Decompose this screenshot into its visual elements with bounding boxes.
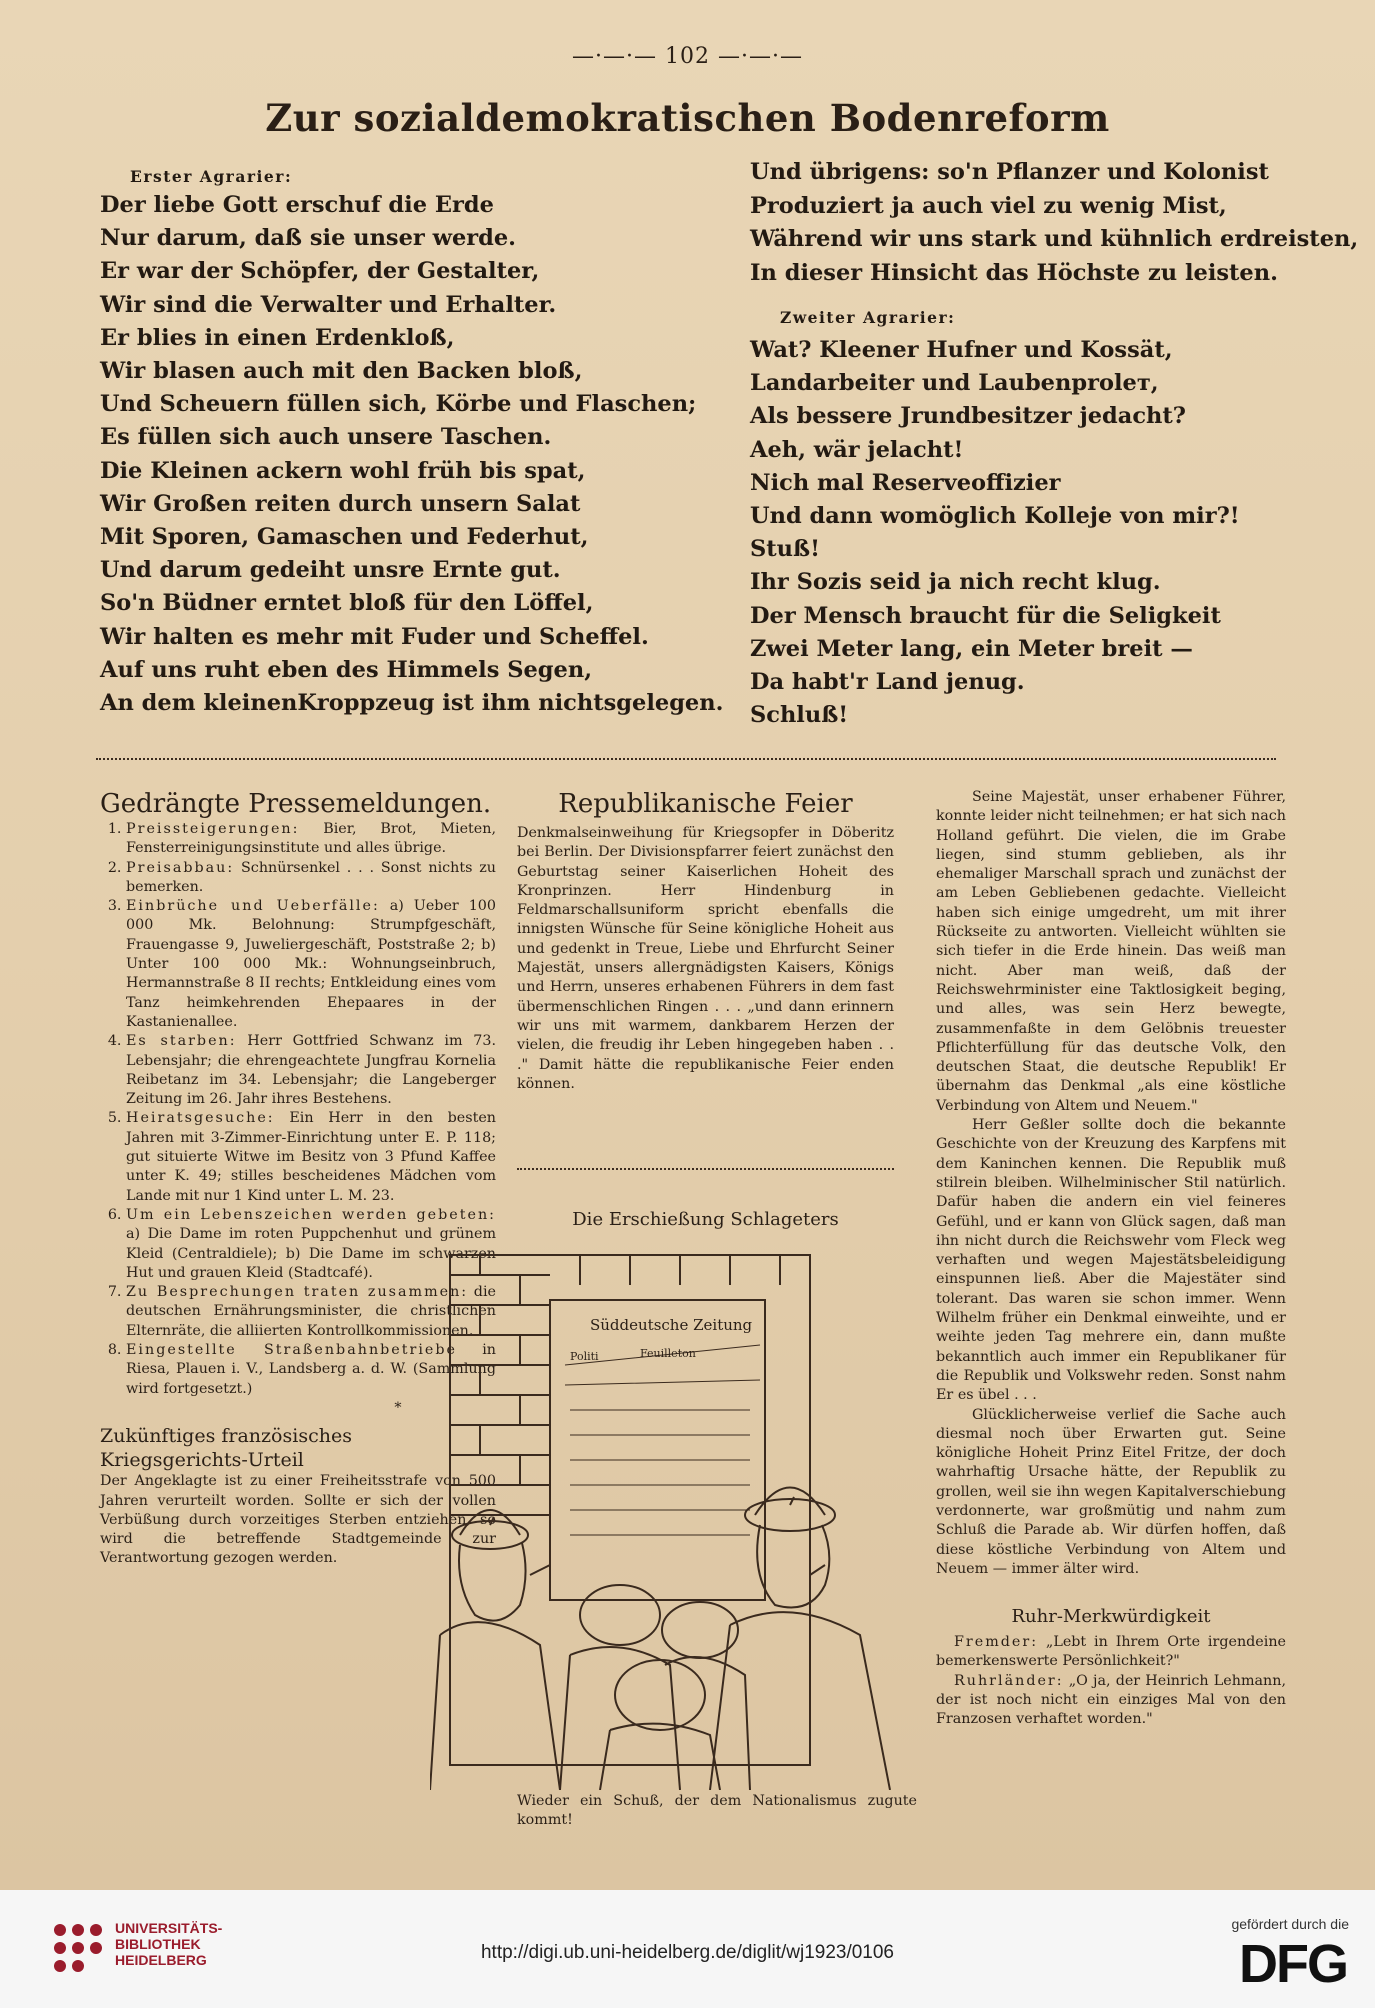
poem-left-line-4: Wir sind die Verwalter und Erhalter. (100, 291, 557, 318)
poem-right-column (750, 155, 1359, 745)
poem-left-line-15: Auf uns ruht eben des Himmels Segen, (100, 656, 593, 683)
press-item-lead: Preisabbau: (126, 859, 235, 876)
ruhr-question-text: „Lebt in Ihrem Orte irgendeine bemerkenswerte Persönlichkeit?" (936, 1634, 1286, 1670)
poem-left-line-11: Mit Sporen, Gamaschen und Federhut, (100, 524, 589, 550)
poem-left-line-13: So'n Büdner erntet bloß für den Löffel, (100, 590, 594, 617)
head-center (580, 1585, 660, 1645)
ruhr-answer-speaker: Ruhrländer: (954, 1672, 1064, 1689)
poem-right-line-a-2: Produziert ja auch viel zu wenig Mist, (750, 192, 1227, 219)
sign-text-politik: Politi (570, 1350, 599, 1363)
funded-by-text: gefördert durch die (1231, 1916, 1349, 1932)
press-item-text: die deutschen Ernährungsminister, die christlichen Elternräte, die alliierten Kontrollkommissionen. (126, 1284, 496, 1339)
right-paragraph-3: Glücklicherweise verlief die Sache auch diesmal noch über Erwarten gut. Seine königliche Hoheit Prinz Eitel Fritze, der doch wahrhaftig Ursache hätte, der Republik zu grollen, weil sie ihn wegen Kapitalverschiebung verdonnerte, war großmütig und nahm zum Schluß die Parade ab. Wir dürfen hoffen, daß diese köstliche Verbindung von Altem und Neuem — immer älter wird. (936, 1406, 1286, 1577)
ruhr-answer (936, 1672, 1286, 1730)
press-item (126, 1032, 496, 1109)
right-column (936, 788, 1286, 1730)
press-item (126, 859, 496, 898)
verdict-text: Der Angeklagte ist zu einer Freiheitsstrafe von 500 Jahren verurteilt worden. Sollte er sich der vollen Verbüßung durch vorzeitiges Sterben entziehen, so wird die betreffende Stadtgemeinde zur Verantwortung gezogen werden. (100, 1473, 496, 1567)
poem-right-line-b-6: Und dann womöglich Kolleje von mir?! (750, 503, 1240, 529)
poem-left-line-16: An dem kleinenKroppzeug ist ihm nichtsgelegen. (100, 690, 724, 716)
press-item-text: Herr Gottfried Schwanz im 73. Lebensjahr; die ehrengeachtete Jungfrau Kornelia Reibetanz im 34. Lebensjahr; die Langeberger Zeitung im 26. Jahr ihres Bestehens. (126, 1033, 496, 1108)
poem-right-line-b-1: Wat? Kleener Hufner und Kossät, (750, 337, 1173, 363)
hat-left (452, 1521, 528, 1549)
page-number: —·—·— 102 —·—·— (572, 44, 803, 69)
illustration-title-text: Die Erschießung Schlageters (572, 1209, 839, 1230)
press-item-lead: Preissteigerungen: (126, 821, 300, 837)
ruhr-question (936, 1633, 1286, 1672)
poem-left-line-8: Es füllen sich auch unsere Taschen. (100, 424, 552, 451)
ruhr-question-speaker: Fremder: (954, 1634, 1039, 1651)
dfg-logo: DFG (1239, 1934, 1347, 1994)
poem-right-line-a-3: Während wir uns stark und kühnlich erdreisten, (750, 226, 1359, 252)
press-item-text: Schnürsenkel . . . Sonst nichts zu bemerken. (126, 859, 496, 895)
poem-speaker-first: Erster Agrarier: (130, 167, 293, 186)
poem-left-line-9: Die Kleinen ackern wohl früh bis spat, (100, 457, 586, 484)
section-divider (96, 758, 1276, 772)
footer-bar (0, 1890, 1375, 2008)
poem-left-line-14: Wir halten es mehr mit Fuder und Scheffel. (100, 623, 649, 650)
press-item-text: a) Ueber 100 000 Mk. Belohnung: Strumpfgeschäft, Frauengasse 9, Juweliergeschäft, Poststraße 2; b) Unter 100 000 Mk.: Wohnungseinbruch, Hermannstraße 8 II rechts; Entkleidung eines vom Tanz heimkehrenden Ehepaares in der Kastanienallee. (126, 898, 496, 1030)
head-center-right (662, 1602, 738, 1658)
ruhr-heading: Ruhr-Merkwürdigkeit (1011, 1606, 1211, 1628)
poem-right-line-a-4: In dieser Hinsicht das Höchste zu leisten. (750, 259, 1278, 286)
poem-left-line-6: Wir blasen auch mit den Backen bloß, (100, 358, 583, 384)
poem-right-line-b-2: Landarbeiter und Laubenproleт, (750, 370, 1159, 397)
press-item-lead: Heiratsgesuche: (126, 1110, 275, 1127)
uni-line-1: UNIVERSITÄTS- (115, 1920, 223, 1936)
press-item-text: in Riesa, Plauen i. V., Landsberg a. d. W. (Sammlung wird fortgesetzt.) (126, 1342, 496, 1397)
illustration-title (517, 1208, 894, 1232)
illustration-drawing (430, 1235, 910, 1790)
right-paragraph-2: Herr Geßler sollte doch die bekannte Geschichte von der Kreuzung des Karpfens mit dem Kaninchen kennen. Die Republik muß stilrein bleiben. Wilhelminischer Stil natürlich. Dafür haben die andern ein viel feineres Gefühl, und er kann von Glück sagen, daß man ihn nicht durch die Reichswehr vom Fleck weg verhaften und wegen Majestätsbeleidigung einspunnen ließ. Aber die Majestäter sind tolerant. Das waren sie schon immer. Wenn Wilhelm früher ein Denkmal einweihte, und er weihte jeden Tag mehrere ein, dann mußte bekanntlich auch immer ein Republikaner für die Republik und Volkswehr reden. Sonst nahm Er es übel . . . (936, 1117, 1286, 1404)
poem-left-line-12: Und darum gedeiht unsre Ernte gut. (100, 557, 561, 584)
poem-speaker-second: Zweiter Agrarier: (780, 308, 956, 327)
verdict-heading: Zukünftiges französisches Kriegsgerichts-Urteil (100, 1425, 352, 1472)
sign-text: Süddeutsche Zeitung (590, 1316, 753, 1334)
press-item-lead: Um ein Lebenszeichen werden gebeten: (126, 1206, 496, 1223)
feier-text: Denkmalseinweihung für Kriegsopfer in Döberitz bei Berlin. Der Divisionspfarrer feiert zunächst den Geburtstag seiner Kaiserlichen Hoheit des Kronprinzen. Herr Hindenburg in Feldmarschallsuniform spricht ebenfalls die innigsten Wünsche für Seine königliche Hoheit aus und gedenkt in Treue, Liebe und Ehrfurcht Seiner Majestät, unsers allergnädigsten Kaisers, Königs und Herrn, unseres erhabenen Führers in dem fast übermenschlichen Ringen . . . „und dann erinnern wir uns mit warmem, dankbarem Herzen der vielen, die freudig ihr Leben hingegeben haben . . ." Damit hätte die republikanische Feier enden können. (517, 825, 894, 1092)
poem-left-line-7: Und Scheuern füllen sich, Körbe und Flaschen; (100, 391, 697, 418)
poem-right-line-b-5: Nich mal Reserveoffizier (750, 469, 1061, 496)
permalink-url[interactable]: http://digi.ub.uni-heidelberg.de/diglit/wj1923/0106 (480, 1942, 895, 1963)
press-item-lead: Es starben: (126, 1033, 237, 1050)
newspaper-board (550, 1300, 765, 1600)
poem-right-line-b-4: Aeh, wär jelacht! (750, 436, 964, 463)
star-separator: * (394, 1399, 402, 1416)
column-divider (517, 1168, 894, 1170)
poem-right-line-b-12: Schluß! (750, 702, 849, 729)
poem-right-line-b-8: Ihr Sozis seid ja nich recht klug. (750, 569, 1161, 596)
poem-left-line-3: Er war der Schöpfer, der Gestalter, (100, 258, 540, 285)
poem-right-line-a-1: Und übrigens: so'n Pflanzer und Kolonist (750, 159, 1269, 185)
poem-right-line-b-9: Der Mensch braucht für die Seligkeit (750, 602, 1221, 629)
press-item (126, 1109, 496, 1205)
right-paragraph-1: Seine Majestät, unser erhabener Führer, konnte leider nicht teilnehmen; er hat sich nach Holland geführt. Die vielen, die im Grabe liegen, sind stumm geblieben, als ihr ehemaliger Marschall sprach und zunächst der am Leben Gebliebenen gedachte. Vielleicht haben sich einige umgedreht, um mit ihrer Rückseite zu antworten. Vielleicht wühlten sie sich tiefer in die Erde hinein. Das weiß man nicht. Aber man weiß, daß der Reichswehrminister eine Taktlosigkeit beging, und alles, was sein Herz bewegte, zusammenfaßte in dem Gelöbnis treuester Pflichterfüllung für das deutsche Volk, den deutschen Staat, die deutsche Republik! Er übernahm das Denkmal „als eine köstliche Verbindung von Altem und Neuem." (936, 789, 1286, 1114)
press-item (126, 820, 496, 859)
caption-text: Wieder ein Schuß, der dem Nationalismus zugute kommt! (517, 1793, 917, 1829)
poem-left-column (100, 160, 740, 740)
poem-left-line-10: Wir Großen reiten durch unsern Salat (100, 490, 581, 517)
press-item-text: Bier, Brot, Mieten, Fensterreinigungsinstitute und alles übrige. (126, 821, 496, 857)
uni-line-3: HEIDELBERG (115, 1952, 207, 1968)
press-heading: Gedrängte Pressemeldungen. (100, 789, 492, 819)
uni-line-2: BIBLIOTHEK (115, 1936, 201, 1952)
page-title: Zur sozialdemokratischen Bodenreform (265, 96, 1110, 140)
poem-right-line-b-11: Da habt'r Land jenug. (750, 669, 1025, 695)
poem-right-line-b-10: Zwei Meter lang, ein Meter breit — (750, 635, 1193, 662)
press-item (126, 897, 496, 1032)
press-item-lead: Einbrüche und Ueberfälle: (126, 898, 380, 915)
poem-left-line-2: Nur darum, daß sie unser werde. (100, 225, 517, 252)
press-item-lead: Eingestellte Straßenbahnbetriebe (126, 1342, 457, 1359)
press-item-lead: Zu Besprechungen traten zusammen: (126, 1284, 469, 1301)
poem-right-line-b-7: Stuß! (750, 536, 820, 563)
press-item-text: a) Die Dame im roten Puppchenhut und grünem Kleid (Centraldiele); b) Die Dame im schwarzen Hut und grauen Kleid (Stadtcafé). (126, 1226, 496, 1281)
press-item-text: Ein Herr in den besten Jahren mit 3-Zimmer-Einrichtung unter E. P. 118; gut situierte Witwe im Besitz von 3 Pfund Kaffee unter K. 49; stilles bescheidenes Mädchen vom Lande mit nur 1 Kind unter L. M. 23. (126, 1110, 496, 1204)
sign-text-feuilleton: Feuilleton (640, 1347, 696, 1360)
poem-left-line-1: Der liebe Gott erschuf die Erde (100, 192, 494, 218)
illustration-caption (517, 1792, 917, 1831)
poem-right-line-b-3: Als bessere Jrundbesitzer jedacht? (750, 403, 1186, 430)
feier-heading: Republikanische Feier (558, 789, 853, 819)
poem-left-line-5: Er blies in einen Erdenkloß, (100, 324, 455, 351)
feier-column (517, 788, 894, 1094)
ruhr-answer-text: „O ja, der Heinrich Lehmann, der ist noch nicht ein einziges Mal von den Franzosen verhaftet worden." (936, 1672, 1286, 1728)
